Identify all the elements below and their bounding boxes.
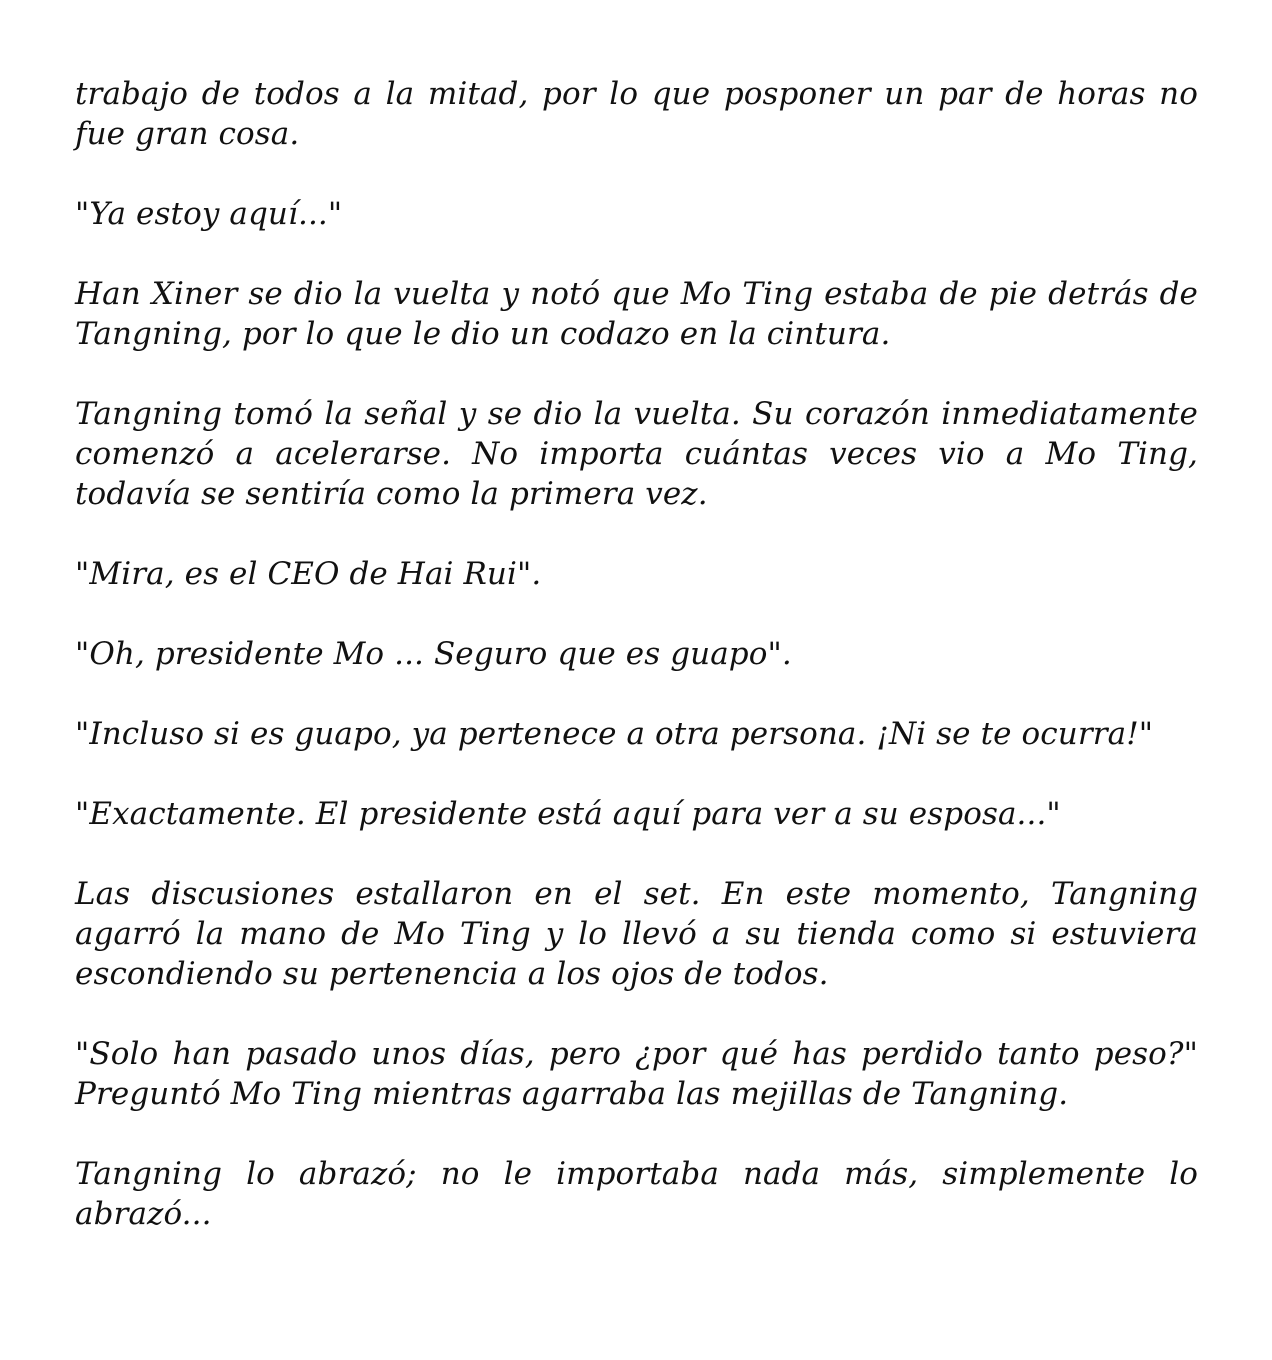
paragraph-8: "Exactamente. El presidente está aquí para ver a su esposa..."	[75, 796, 1061, 832]
document-body	[75, 74, 1198, 1234]
paragraph-7: "Incluso si es guapo, ya pertenece a otra persona. ¡Ni se te ocurra!"	[75, 716, 1154, 752]
paragraph-4: Tangning tomó la señal y se dio la vuelta. Su corazón inmediatamente comenzó a acelerarse. No importa cuántas veces vio a Mo Ting, todavía se sentiría como la primera vez.	[75, 396, 1198, 512]
paragraph-10: "Solo han pasado unos días, pero ¿por qué has perdido tanto peso?" Preguntó Mo Ting mientras agarraba las mejillas de Tangning.	[75, 1036, 1198, 1112]
paragraph-1: trabajo de todos a la mitad, por lo que posponer un par de horas no fue gran cosa.	[75, 76, 1198, 152]
paragraph-2: "Ya estoy aquí..."	[75, 196, 343, 232]
paragraph-11: Tangning lo abrazó; no le importaba nada más, simplemente lo abrazó...	[75, 1156, 1198, 1232]
paragraph-3: Han Xiner se dio la vuelta y notó que Mo Ting estaba de pie detrás de Tangning, por lo que le dio un codazo en la cintura.	[75, 276, 1198, 352]
paragraph-9: Las discusiones estallaron en el set. En este momento, Tangning agarró la mano de Mo Ting y lo llevó a su tienda como si estuviera escondiendo su pertenencia a los ojos de todos.	[75, 876, 1198, 992]
paragraph-5: "Mira, es el CEO de Hai Rui".	[75, 556, 542, 592]
paragraph-6: "Oh, presidente Mo ... Seguro que es guapo".	[75, 636, 792, 672]
